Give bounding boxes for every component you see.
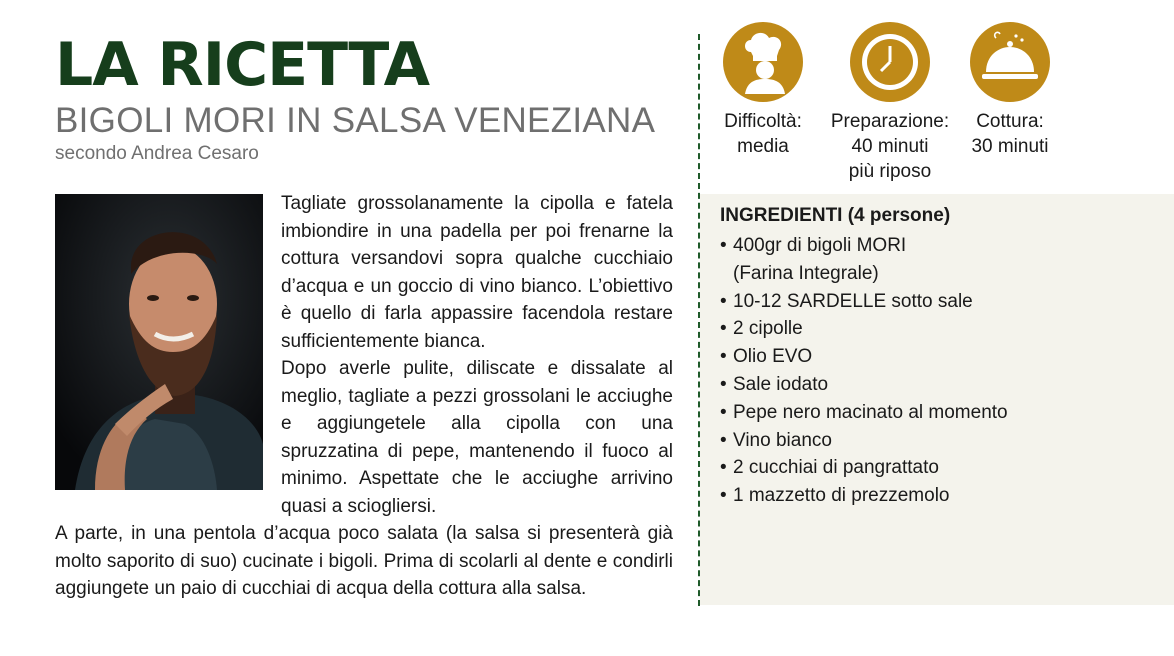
recipe-header: [55, 30, 673, 166]
bullet-icon: •: [720, 457, 727, 479]
list-item: • 2 cucchiai di pangrattato: [720, 454, 1008, 482]
ingredients-box: [700, 194, 1174, 605]
list-item: • 10-12 SARDELLE sotto sale: [720, 288, 1008, 316]
list-item: • 2 cipolle: [720, 315, 1008, 343]
recipe-info-row: [700, 22, 1174, 192]
recipe-author: secondo Andrea Cesaro: [55, 143, 259, 164]
bullet-icon: •: [720, 290, 727, 312]
prep-value: 40 minuti: [851, 136, 929, 157]
ingredients-title: INGREDIENTI (4 persone): [720, 205, 951, 226]
bullet-icon: •: [720, 485, 727, 507]
step-paragraph: A parte, in una pentola d’acqua poco salata (la salsa si presenterà già molto saporito di suo) cucinate i bigoli. Prima di scolarli al dente e condirli aggiungete un paio di cucchiai di acqua della cottura alla salsa.: [55, 523, 673, 599]
prep-info: [824, 22, 956, 184]
cooking-value: 30 minuti: [971, 136, 1049, 157]
difficulty-info: [712, 22, 814, 159]
bullet-icon: •: [720, 401, 727, 423]
page-title: LA RICETTA: [55, 30, 430, 100]
step-paragraph: Dopo averle pulite, diliscate e dissalate al meglio, tagliate a pezzi grossolani le acciughe e aggiungetele alla cipolla con una spruzzatina di pepe, mantenendo il fuoco al minimo. Aspettate che le acciughe arrivino quasi a sciogliersi.: [281, 358, 673, 517]
bullet-icon: •: [720, 235, 727, 256]
list-item: (Farina Integrale): [733, 262, 879, 284]
prep-extra: più riposo: [848, 161, 932, 182]
list-item: • Olio EVO: [720, 343, 1008, 371]
bullet-icon: •: [720, 318, 727, 340]
chef-portrait-photo: [55, 194, 263, 490]
cooking-info: [964, 22, 1056, 159]
clock-icon: [850, 22, 930, 102]
chef-portrait-illustration: [55, 194, 263, 490]
bullet-icon: •: [720, 373, 727, 395]
cloche-icon: [970, 22, 1050, 102]
prep-label: Preparazione:: [830, 111, 950, 132]
bullet-icon: •: [720, 346, 727, 368]
cooking-label: Cottura:: [976, 111, 1044, 132]
list-item: • Vino bianco: [720, 427, 1008, 455]
difficulty-label: Difficoltà:: [724, 111, 802, 132]
list-item: • Pepe nero macinato al momento: [720, 399, 1008, 427]
list-item: • 400gr di bigoli MORI: [720, 232, 1008, 260]
recipe-instructions: [55, 190, 673, 603]
step-paragraph: Tagliate grossolanamente la cipolla e fatela imbiondire in una padella per poi frenarne la cottura versandovi sopra qualche cucchiaio d’acqua e un goccio di vino bianco. L’obiettivo è quello di farla appassire facendola restare sufficientemente bianca.: [281, 193, 673, 352]
bullet-icon: •: [720, 429, 727, 451]
recipe-subtitle: BIGOLI MORI IN SALSA VENEZIANA: [55, 101, 656, 140]
list-item: • 1 mazzetto di prezzemolo: [720, 482, 1008, 510]
list-item: • Sale iodato: [720, 371, 1008, 399]
chef-hat-icon: [723, 22, 803, 102]
ingredients-list: [720, 232, 1008, 510]
difficulty-value: media: [737, 136, 789, 157]
